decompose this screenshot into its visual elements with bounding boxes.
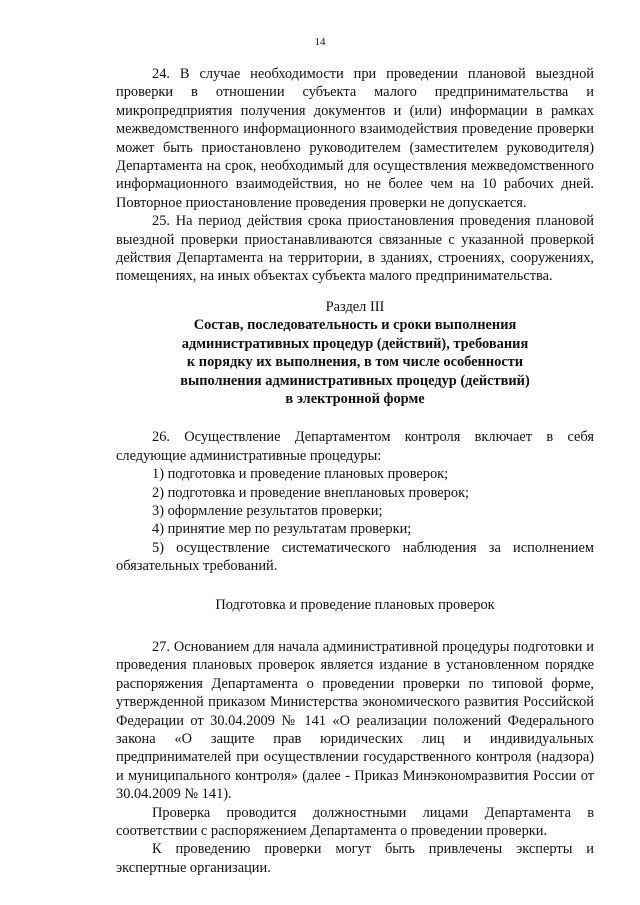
page-number: 14 xyxy=(314,36,326,48)
paragraph-26-intro: 26. Осуществление Департаментом контроля включает в себя следующие административные процедуры: xyxy=(116,429,594,464)
paragraph-25: 25. На период действия срока приостановления проведения плановой выездной проверки приостанавливаются связанные с указанной проверкой действия Департамента на территории, в зданиях, строениях, сооружениях, помещениях, на иных объектах субъекта малого предпринимательства. xyxy=(116,213,594,285)
section-title-line: в электронной форме xyxy=(285,390,425,407)
section-title-line: к порядку их выполнения, в том числе особенности xyxy=(186,354,524,371)
section-title-line: выполнения административных процедур (действий) xyxy=(180,372,530,389)
document-body xyxy=(116,65,594,877)
subheading: Подготовка и проведение плановых проверок xyxy=(215,596,495,613)
procedure-list-item: 2) подготовка и проведение внеплановых проверок; xyxy=(152,484,470,501)
procedure-list-item: 5) осуществление систематического наблюдения за исполнением обязательных требований. xyxy=(116,539,594,575)
paragraph-27: 27. Основанием для начала административной процедуры подготовки и проведения плановых проверок является издание в установленном порядке распоряжения Департамента о проведении проверки по типовой форме, утвержденной приказом Министерства экономического развития Российской Федерации от 30.04.2009 № 141 «О реализации положений Федерального закона «О защите прав юридических лиц и индивидуальных предпринимателей при осуществлении государственного контроля (надзора) и муниципального контроля» (далее - Приказ Минэкономразвития России от 30.04.2009 № 141). xyxy=(116,638,594,803)
section-title-line: Состав, последовательность и сроки выполнения xyxy=(193,317,517,334)
paragraph-24: 24. В случае необходимости при проведении плановой выездной проверки в отношении субъекта малого предпринимательства и микропредприятия получения документов и (или) информации в рамках межведомственного информационного взаимодействия проведение проверки может быть приостановлено руководителем (заместителем руководителя) Департамента на срок, необходимый для осуществления межведомственного информационного взаимодействия, но не более чем на 10 рабочих дней. Повторное приостановление проведения проверки не допускается. xyxy=(116,66,594,211)
section-label: Раздел III xyxy=(325,298,385,315)
procedure-list-item: 1) подготовка и проведение плановых проверок; xyxy=(152,466,449,483)
paragraph-inspection-officials: Проверка проводится должностными лицами Департамента в соответствии с распоряжением Департамента о проведении проверки. xyxy=(116,804,594,840)
section-title-line: административных процедур (действий), требования xyxy=(181,335,529,352)
procedure-list-item: 4) принятие мер по результатам проверки; xyxy=(152,521,412,538)
paragraph-experts: К проведению проверки могут быть привлечены эксперты и экспертные организации. xyxy=(116,841,594,876)
procedure-list-item: 3) оформление результатов проверки; xyxy=(152,502,383,519)
